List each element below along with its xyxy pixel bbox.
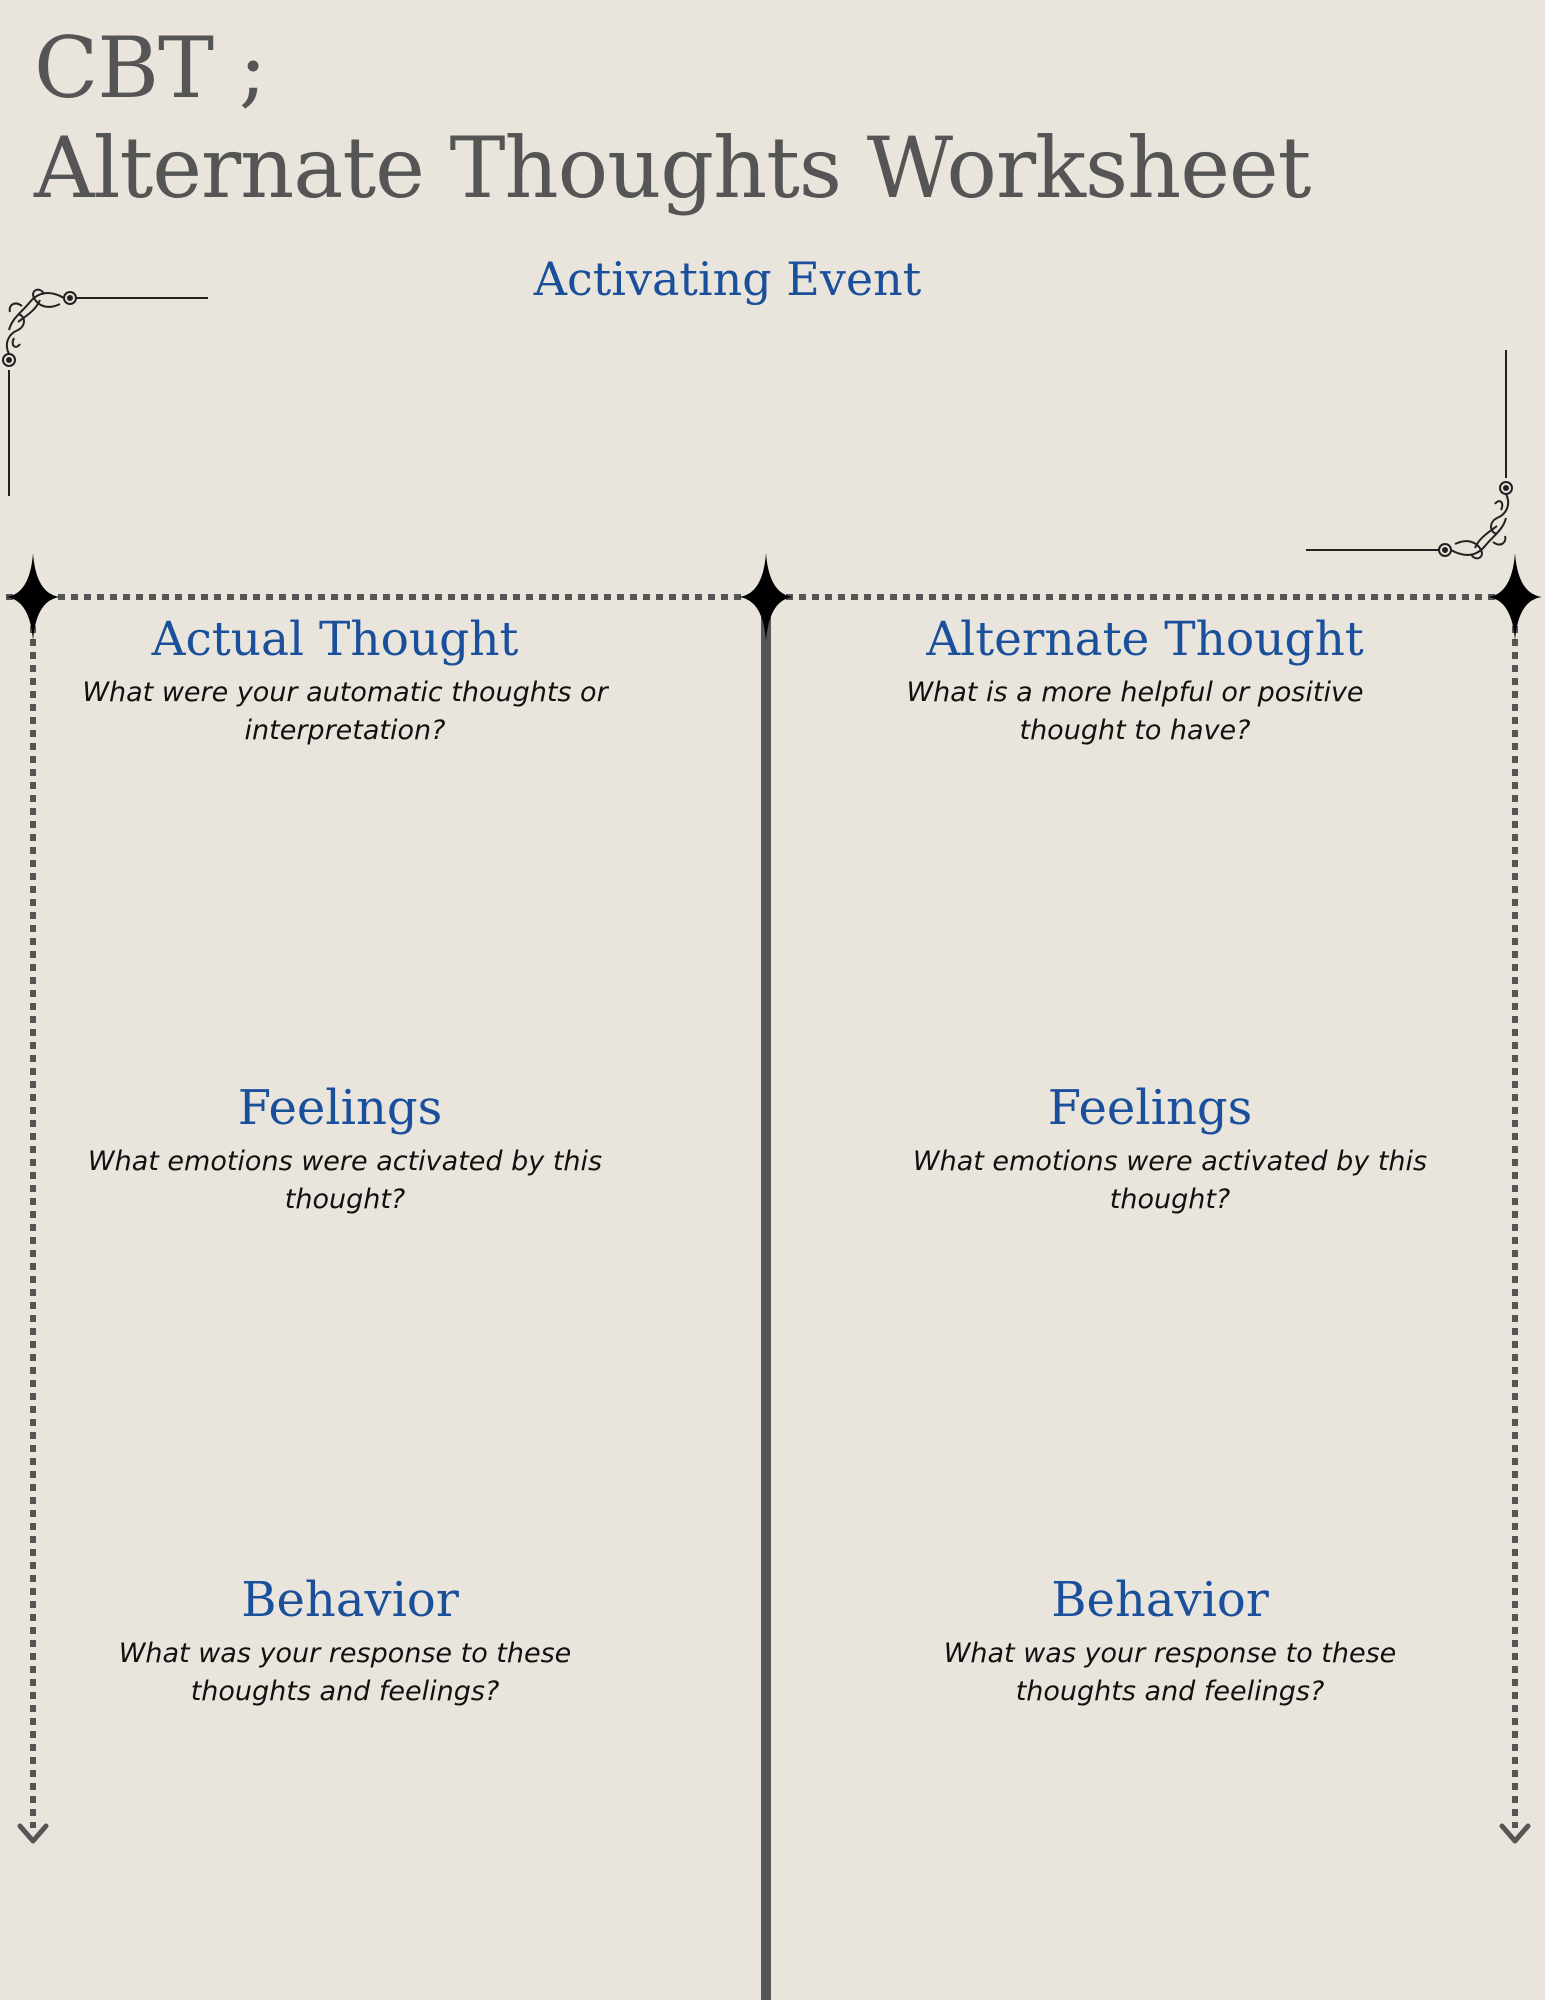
alternate-thought-prompt: What is a more helpful or positive thought to have? [906,677,1364,746]
alternate-thought-heading: Alternate Thought [926,612,1364,667]
four-point-star-icon [739,553,793,641]
arrow-down-icon [20,1826,46,1841]
four-point-star-icon [6,553,60,641]
flourish-corner-icon [1306,350,1512,558]
worksheet-title-line2: Alternate Thoughts Worksheet [34,119,1311,217]
behavior-left-prompt: What was your response to these thoughts and feelings? [118,1638,572,1707]
behavior-left-heading: Behavior [241,1572,459,1628]
four-point-star-icon [1488,553,1542,641]
activating-event-heading: Activating Event [533,252,922,306]
feelings-left-prompt: What emotions were activated by this thought? [87,1146,603,1215]
feelings-right-heading: Feelings [1047,1080,1253,1136]
feelings-right-prompt: What emotions were activated by this thought? [912,1146,1428,1215]
behavior-right-heading: Behavior [1051,1572,1269,1628]
flourish-corner-icon [3,290,208,496]
actual-thought-prompt: What were your automatic thoughts or interpretation? [82,677,608,746]
worksheet-title-line1: CBT ; [34,19,267,117]
behavior-right-prompt: What was your response to these thoughts and feelings? [943,1638,1397,1707]
feelings-left-heading: Feelings [237,1080,443,1136]
arrow-down-icon [1502,1826,1528,1841]
actual-thought-heading: Actual Thought [151,612,519,667]
